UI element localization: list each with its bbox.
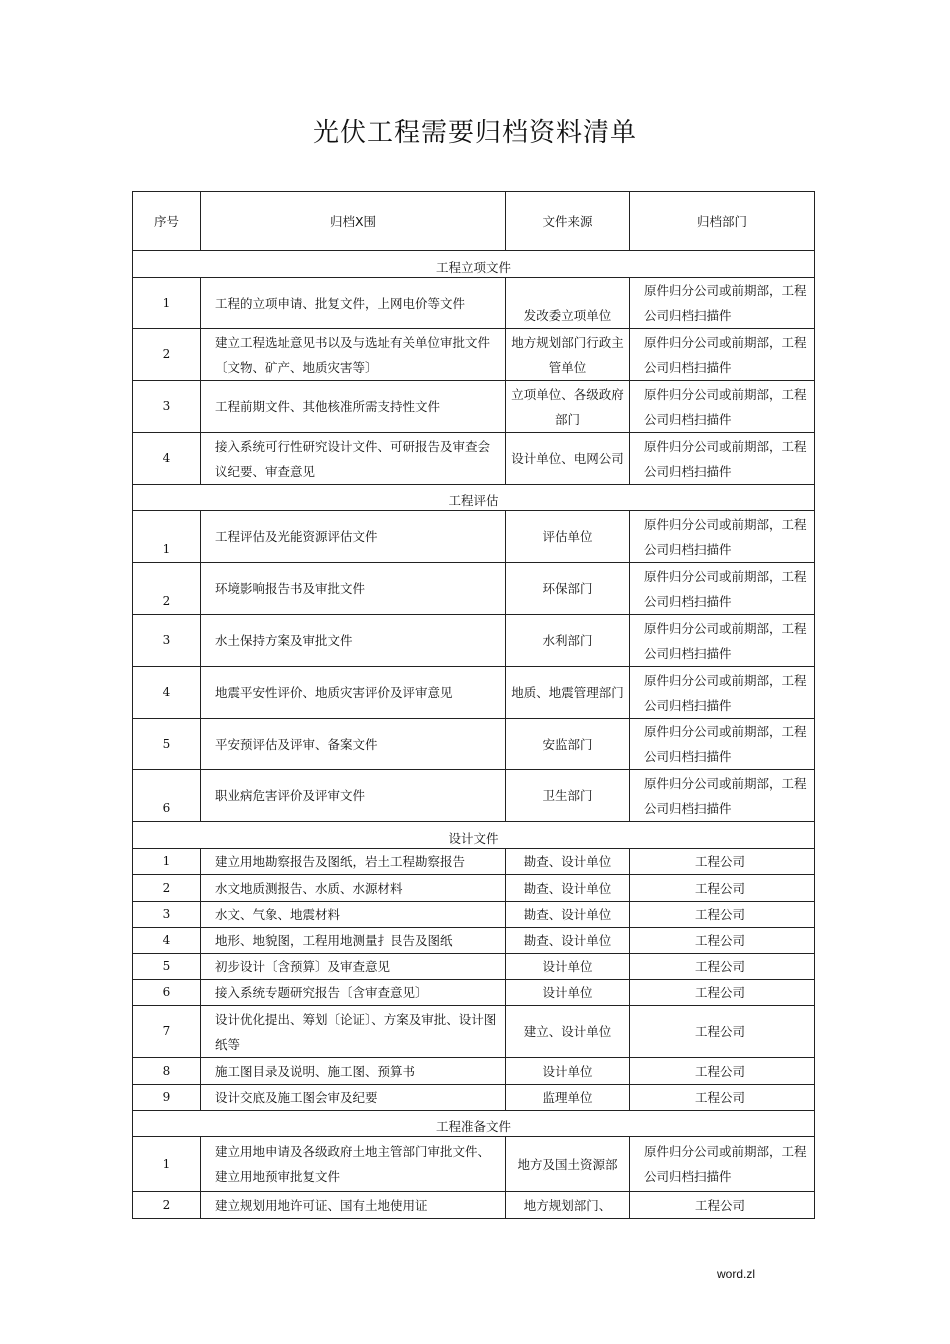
section-row — [133, 1111, 815, 1137]
row-num: 1 — [133, 1137, 201, 1192]
table-row — [133, 1006, 815, 1058]
row-scope: 工程的立项申请、批复文件，上网电价等文件 — [201, 278, 506, 329]
row-source: 地方规划部门行政主管单位 — [506, 329, 630, 381]
section-title: 设计文件 — [133, 822, 815, 849]
row-dept: 原件归分公司或前期部，工程公司归档扫描件 — [630, 329, 815, 381]
table-row — [133, 563, 815, 615]
row-source: 地方及国土资源部 — [506, 1137, 630, 1192]
row-num: 2 — [133, 875, 201, 902]
table-row — [133, 381, 815, 433]
row-dept: 工程公司 — [630, 1006, 815, 1058]
row-dept: 原件归分公司或前期部，工程公司归档扫描件 — [630, 433, 815, 485]
row-num: 5 — [133, 719, 201, 770]
row-dept: 原件归分公司或前期部，工程公司归档扫描件 — [630, 278, 815, 329]
header-scope: 归档X围 — [201, 192, 506, 251]
table-row — [133, 770, 815, 822]
row-source: 地质、地震管理部门 — [506, 667, 630, 719]
table-header-row — [133, 192, 815, 251]
row-source: 设计单位 — [506, 980, 630, 1006]
row-source: 勘查、设计单位 — [506, 902, 630, 928]
row-dept: 原件归分公司或前期部，工程公司归档扫描件 — [630, 719, 815, 770]
row-num: 3 — [133, 902, 201, 928]
row-num: 1 — [133, 511, 201, 563]
row-dept: 工程公司 — [630, 875, 815, 902]
row-scope: 建立工程选址意见书以及与选址有关单位审批文件〔文物、矿产、地质灾害等〕 — [201, 329, 506, 381]
table-row — [133, 615, 815, 667]
table-row — [133, 329, 815, 381]
row-scope: 水土保持方案及审批文件 — [201, 615, 506, 667]
table-row — [133, 1085, 815, 1111]
row-source: 监理单位 — [506, 1085, 630, 1111]
section-row — [133, 822, 815, 849]
table-row — [133, 1192, 815, 1219]
row-num: 2 — [133, 329, 201, 381]
table-row — [133, 667, 815, 719]
row-num: 2 — [133, 563, 201, 615]
document-title: 光伏工程需要归档资料清单 — [312, 118, 637, 148]
row-scope: 工程评估及光能资源评估文件 — [201, 511, 506, 563]
row-source: 水利部门 — [506, 615, 630, 667]
row-scope: 接入系统可行性研究设计文件、可研报告及审查会议纪要、审查意见 — [201, 433, 506, 485]
row-source: 评估单位 — [506, 511, 630, 563]
row-num: 5 — [133, 954, 201, 980]
row-num: 1 — [133, 849, 201, 875]
table-row — [133, 980, 815, 1006]
row-source: 安监部门 — [506, 719, 630, 770]
row-dept: 工程公司 — [630, 1058, 815, 1085]
row-source: 勘查、设计单位 — [506, 849, 630, 875]
row-dept: 原件归分公司或前期部，工程公司归档扫描件 — [630, 1137, 815, 1192]
row-scope: 建立用地申请及各级政府土地主管部门审批文件、建立用地预审批复文件 — [201, 1137, 506, 1192]
row-dept: 原件归分公司或前期部，工程公司归档扫描件 — [630, 381, 815, 433]
row-source: 勘查、设计单位 — [506, 875, 630, 902]
row-num: 6 — [133, 770, 201, 822]
row-num: 6 — [133, 980, 201, 1006]
row-num: 4 — [133, 667, 201, 719]
row-source: 建立、设计单位 — [506, 1006, 630, 1058]
row-scope: 设计优化提出、筹划〔论证〕、方案及审批、设计图纸等 — [201, 1006, 506, 1058]
footer-text: word.zl — [717, 1267, 756, 1281]
row-source: 设计单位 — [506, 1058, 630, 1085]
row-dept: 原件归分公司或前期部，工程公司归档扫描件 — [630, 511, 815, 563]
row-num: 7 — [133, 1006, 201, 1058]
table-row — [133, 433, 815, 485]
table-row — [133, 1058, 815, 1085]
table-row — [133, 902, 815, 928]
row-scope: 工程前期文件、其他核准所需支持性文件 — [201, 381, 506, 433]
row-scope: 接入系统专题研究报告〔含审查意见〕 — [201, 980, 506, 1006]
row-num: 8 — [133, 1058, 201, 1085]
row-scope: 环境影响报告书及审批文件 — [201, 563, 506, 615]
table-row — [133, 928, 815, 954]
section-row — [133, 485, 815, 511]
row-dept: 工程公司 — [630, 954, 815, 980]
row-scope: 地震平安性评价、地质灾害评价及评审意见 — [201, 667, 506, 719]
section-row — [133, 251, 815, 278]
row-scope: 地形、地貌图，工程用地测量扌艮告及图纸 — [201, 928, 506, 954]
table-row — [133, 278, 815, 329]
row-source: 设计单位、电网公司 — [506, 433, 630, 485]
table-row — [133, 511, 815, 563]
row-dept: 原件归分公司或前期部，工程公司归档扫描件 — [630, 563, 815, 615]
row-num: 1 — [133, 278, 201, 329]
row-source: 设计单位 — [506, 954, 630, 980]
row-dept: 工程公司 — [630, 1192, 815, 1219]
row-scope: 职业病危害评价及评审文件 — [201, 770, 506, 822]
row-num: 4 — [133, 433, 201, 485]
row-dept: 工程公司 — [630, 980, 815, 1006]
row-scope: 施工图目录及说明、施工图、预算书 — [201, 1058, 506, 1085]
table-row — [133, 849, 815, 875]
row-num: 3 — [133, 615, 201, 667]
table-row — [133, 875, 815, 902]
row-source: 卫生部门 — [506, 770, 630, 822]
row-source: 地方规划部门、 — [506, 1192, 630, 1219]
row-num: 4 — [133, 928, 201, 954]
row-dept: 工程公司 — [630, 1085, 815, 1111]
table-row — [133, 954, 815, 980]
row-dept: 原件归分公司或前期部，工程公司归档扫描件 — [630, 615, 815, 667]
row-scope: 建立规划用地许可证、国有土地使用证 — [201, 1192, 506, 1219]
section-title: 工程立项文件 — [133, 251, 815, 278]
row-scope: 水文地质测报告、水质、水源材料 — [201, 875, 506, 902]
table-row — [133, 719, 815, 770]
row-num: 2 — [133, 1192, 201, 1219]
archive-table — [132, 191, 815, 1219]
row-source: 环保部门 — [506, 563, 630, 615]
row-num: 3 — [133, 381, 201, 433]
row-num: 9 — [133, 1085, 201, 1111]
row-scope: 建立用地勘察报告及图纸，岩土工程勘察报告 — [201, 849, 506, 875]
row-dept: 工程公司 — [630, 849, 815, 875]
header-dept: 归档部门 — [630, 192, 815, 251]
table-row — [133, 1137, 815, 1192]
row-scope: 初步设计〔含预算〕及审查意见 — [201, 954, 506, 980]
row-dept: 原件归分公司或前期部，工程公司归档扫描件 — [630, 667, 815, 719]
header-source: 文件来源 — [506, 192, 630, 251]
row-scope: 水文、气象、地震材料 — [201, 902, 506, 928]
section-title: 工程评估 — [133, 485, 815, 511]
row-dept: 工程公司 — [630, 928, 815, 954]
section-title: 工程准备文件 — [133, 1111, 815, 1137]
row-source: 立项单位、各级政府部门 — [506, 381, 630, 433]
header-num: 序号 — [133, 192, 201, 251]
row-source: 发改委立项单位 — [506, 278, 630, 329]
row-source: 勘查、设计单位 — [506, 928, 630, 954]
row-dept: 工程公司 — [630, 902, 815, 928]
row-scope: 平安预评估及评审、备案文件 — [201, 719, 506, 770]
row-scope: 设计交底及施工图会审及纪要 — [201, 1085, 506, 1111]
row-dept: 原件归分公司或前期部，工程公司归档扫描件 — [630, 770, 815, 822]
